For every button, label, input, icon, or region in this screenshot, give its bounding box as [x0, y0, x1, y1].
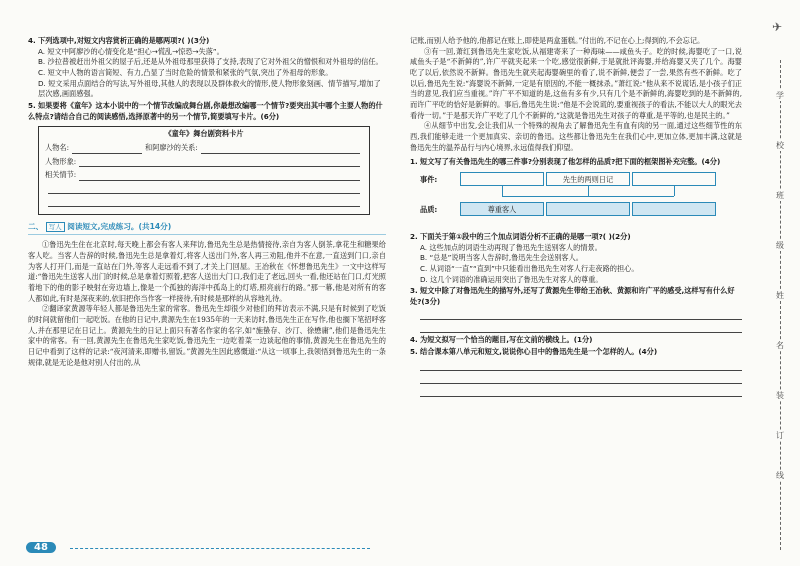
card-row-plot — [45, 170, 363, 181]
question-number: 5. — [28, 100, 36, 110]
answer-line[interactable] — [420, 373, 742, 384]
right-question-1 — [410, 157, 742, 168]
option-b: B. “总是”说明当客人告辞时,鲁迅先生会送别客人。 — [420, 253, 583, 263]
answer-line[interactable] — [420, 309, 742, 320]
binding-char: 学 — [771, 90, 789, 101]
question-stem: 短文中除了对鲁迅先生的描写外,还写了黄源先生带给王冶秋、黄源和许广平的感受,这样写有什么好处?(3分) — [410, 286, 735, 306]
plot-answer-line[interactable] — [79, 171, 360, 181]
question-number: 5. — [410, 347, 418, 357]
event-box-2: 先生的两则日记 — [546, 172, 630, 186]
image-answer-line[interactable] — [79, 157, 360, 167]
event-box-1[interactable] — [460, 172, 544, 186]
section-number: 二、 — [28, 221, 44, 231]
card-label-plot: 相关情节: — [45, 170, 77, 180]
question-number: 4. — [410, 335, 418, 345]
option-b: B. 沙拉普被赶出外祖父的屋子后,还是从外祖母那里获得了支持,表现了它对外祖父的憎恨和对外祖母的信任。 — [38, 57, 383, 67]
question-stem: 如果要将《童年》这本小说中的一个情节改编成舞台剧,你最想改编哪一个情节?要突出其中哪个主要人物的什么特点?请结合自己的阅读感悟,选择原著中的另一个情节,简要填写卡片。(6分) — [28, 100, 383, 121]
card-label-name: 人物名: — [45, 142, 69, 152]
answer-line[interactable] — [420, 322, 742, 333]
binding-char: 级 — [771, 240, 789, 251]
right-column — [410, 36, 742, 399]
answer-line[interactable] — [420, 360, 742, 371]
left-question-4 — [28, 36, 386, 100]
framework-diagram — [420, 172, 742, 228]
option-d: D. 这几个词语的准确运用突出了鲁迅先生对客人的尊重。 — [420, 274, 603, 284]
quality-box-3[interactable] — [632, 202, 716, 216]
card-row-image — [45, 157, 363, 168]
card-label-image: 人物形象: — [45, 156, 77, 166]
footer-decoration — [70, 548, 370, 549]
question-stem: 下面关于第①段中的三个加点词语分析不正确的是哪一项?( )(2分) — [420, 231, 631, 241]
right-question-4 — [410, 335, 742, 346]
rocket-icon: ✈ — [772, 20, 783, 34]
binding-char: 名 — [771, 340, 789, 351]
left-question-5 — [28, 101, 386, 122]
left-column — [28, 36, 386, 368]
right-question-2 — [410, 232, 742, 285]
stage-play-card — [38, 126, 370, 215]
connector — [588, 186, 589, 196]
option-a: A. 这些加点的词语生动再现了鲁迅先生送别客人的情景。 — [420, 242, 602, 252]
connector — [674, 186, 675, 196]
passage-paragraph-1: ①鲁迅先生住在北京时,每天晚上都会有客人来拜访,鲁迅先生总是热情接待,亲自为客人倒茶,拿花生和糖果给客人吃。当客人告辞的时候,鲁迅先生总是拿着灯,将客人送出门外,客人再三劝阻,他并不在意,一直送到门口,亲自为客人打开门,而是一直站在门外,等客人走远看不到了,才关上门回屋。王冶秋在《怀想鲁迅先生》一文中这样写道:“鲁迅先生送客人出门的时候,总是拿着灯照着,把客人送出大门口,我们走了老远,回头一看,他还站在门口,灯光照着地下的他的影子映射在旁边墙上,像是一个孤独的海洋中孤岛上的灯塔,照亮前行的路。”那一幕,他是对所有的客人都如此,有时是深夜来的,依旧把你当作客一样接待,有时候是那样的从容地礼待。 — [28, 240, 386, 303]
name-answer-line[interactable] — [72, 144, 142, 154]
right-question-5 — [410, 347, 742, 397]
binding-char: 姓 — [771, 290, 789, 301]
connector — [502, 186, 503, 196]
quality-label: 品质: — [420, 204, 438, 214]
question-number: 1. — [410, 157, 418, 167]
passage-paragraph-2: ②翻译家黄源等年轻人都是鲁迅先生家的常客。鲁迅先生却很少对他们的拜访表示不满,只是有时候到了吃饭的时间就留他们一起吃饭。在他的日记中,黄源先生在1935年的一天来访时,鲁迅先生正在写作,他也搁下笔招呼客人,并在那里记在日记上。黄源先生的日记上面只有著名作家的名字,如“施蛰存、沙汀、徐懋庸”,他们是鲁迅先生家中的常客。有一回,黄源先生在鲁迅先生家吃饭,鲁迅先生一边吃着菜一边谈起他的事情,黄源先生在鲁迅先生的日记中看到了这样的记录:“夜河清来,即赠书,留饭。”黄源先生因此感慨道:“从这一顷事上,我领悟到鲁迅先生的一条规律,就是无论是他对别人付出的,从 — [28, 304, 386, 367]
plot-answer-line-2[interactable] — [48, 184, 360, 194]
section-tag: 写人 — [46, 222, 65, 232]
section-title: 阅读短文,完成练习。(共14分) — [67, 221, 172, 231]
right-question-3 — [410, 286, 742, 333]
card-row-plot-extra — [45, 197, 363, 207]
binding-char: 订 — [771, 430, 789, 441]
binding-char: 班 — [771, 190, 789, 201]
card-title: 《童年》舞台剧资料卡片 — [164, 129, 244, 139]
quality-box-1: 尊重客人 — [460, 202, 544, 216]
option-c: C. 从词语“一直”“直到”中只能看出鲁迅先生对客人行走夜路的担心。 — [420, 263, 639, 273]
quality-box-2[interactable] — [546, 202, 630, 216]
section-heading — [28, 221, 386, 235]
question-stem: 下列选项中,对短文内容赏析正确的是哪两项?( )(3分) — [38, 36, 210, 45]
passage-paragraph-2-continued: 记账,而别人给予他的,他都记在账上,即使是两盒蛋糕。”付出的,不记在心上;得到的,不会忘记。 — [410, 36, 705, 45]
page-number: 48 — [26, 542, 56, 553]
binding-margin — [760, 0, 800, 566]
plot-answer-line-3[interactable] — [48, 197, 360, 207]
option-c: C. 短文中人物的语言简短、有力,凸显了当时危险的情景和紧张的气氛,突出了外祖母的形象。 — [38, 67, 333, 77]
event-box-3[interactable] — [632, 172, 716, 186]
answer-line[interactable] — [420, 386, 742, 397]
option-d: D. 短文采用点面结合的写法,写外祖母,其他人的表现以及群体救火的情形,使人物形象刻画、情节描写,增加了层次感,画面感强。 — [38, 78, 381, 99]
event-label: 事件: — [420, 174, 438, 184]
passage-paragraph-3: ③有一回,萧红到鲁迅先生家吃饭,从福建寄来了一种海味——咸鱼头子。吃的时候,海婴吃了一口,说咸鱼头子是“不新鲜的”,许广平就夹起来一个吃,感觉很新鲜,于是就批评海婴,并给海婴又夹了几个。海婴吃了以后,依然说不新鲜。鲁迅先生就夹起海婴碗里的看了,说不新鲜,便尝了一尝,果然有些不新鲜。吃了以后,鲁迅先生说:“海婴说不新鲜,一定是有原因的,不能一概抹杀。”萧红说:“他从来不说谎话,是小孩子们正当的意见,我们应当重视。”许广平不知道的是,这鱼有多有少,只有几个是不新鲜的,海婴吃到的是不新鲜的,而许广平吃的恰好是新鲜的。事后,鲁迅先生说:“他是不会说谎的,要重视孩子的看法,不能以大人的眼光去看待一切。”于是那天许广平吃了几个不新鲜的,“这就是鲁迅先生对孩子的尊重,是平等的,也是民主的。” — [410, 46, 742, 120]
question-number: 2. — [410, 231, 418, 241]
binding-char: 装 — [771, 390, 789, 401]
card-label-relation: 和阿廖沙的关系: — [145, 142, 198, 152]
question-stem: 结合课本第八单元和短文,说说你心目中的鲁迅先生是一个怎样的人。(4分) — [420, 347, 658, 357]
question-stem: 短文写了有关鲁迅先生的哪三件事?分别表现了他怎样的品质?把下面的框架图补充完整。(4分) — [420, 157, 721, 167]
connector — [502, 196, 674, 197]
relation-answer-line[interactable] — [201, 144, 360, 154]
passage-paragraph-4: ④从细节中出发,会让我们从一个特殊的视角去了解鲁迅先生有血有肉的另一面,通过这些细节性的东西,我们能够走进一个更加真实、亲切的鲁迅。这些都让鲁迅先生在我们心中,更加立体,更加丰满,这就是鲁迅先生的温养品行与内心境界,永远值得我们仰望。 — [410, 121, 742, 152]
option-a: A. 短文中阿廖沙的心情变化是“担心→慌乱→惊恐→失落”。 — [38, 46, 224, 56]
binding-char: 校 — [771, 140, 789, 151]
binding-char: 线 — [771, 470, 789, 481]
question-number: 3. — [410, 286, 418, 296]
question-number: 4. — [28, 36, 36, 45]
card-row-plot-extra — [45, 184, 363, 194]
card-row-name — [45, 143, 363, 154]
question-stem: 为短文拟写一个恰当的题目,写在文前的横线上。(1分) — [420, 335, 593, 345]
